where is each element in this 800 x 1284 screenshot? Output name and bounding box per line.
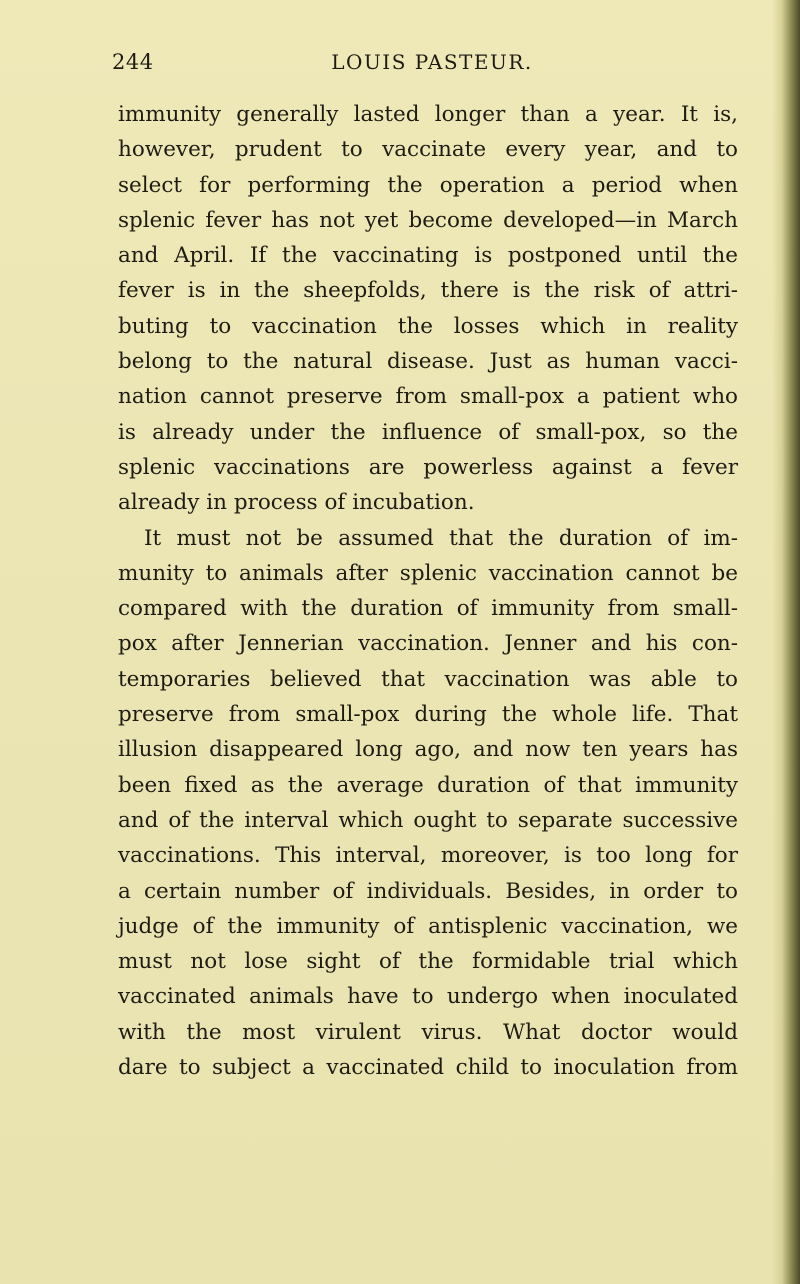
text-line: select for performing the operation a period when <box>118 172 738 198</box>
text-line: however, prudent to vaccinate every year, and to <box>118 137 738 163</box>
text-line: with the most virulent virus. What doctor would <box>118 1019 738 1045</box>
text-line: compared with the duration of immunity from small- <box>118 596 738 622</box>
text-line: is already under the influence of small-pox, so the <box>118 419 738 445</box>
text-line: and April. If the vaccinating is postponed until the <box>118 243 738 269</box>
text-line: illusion disappeared long ago, and now ten years has <box>118 737 738 763</box>
text-line: It must not be assumed that the duration of im- <box>144 525 738 551</box>
text-line: vaccinated animals have to undergo when inoculated <box>118 984 738 1010</box>
text-line: belong to the natural disease. Just as human vacci- <box>118 349 738 375</box>
page-number: 244 <box>112 50 154 74</box>
text-line: nation cannot preserve from small-pox a patient who <box>118 384 738 410</box>
text-line: munity to animals after splenic vaccination cannot be <box>118 560 738 586</box>
text-line: judge of the immunity of antisplenic vaccination, we <box>118 913 738 939</box>
text-line: splenic fever has not yet become developed—in March <box>118 207 738 233</box>
text-line: fever is in the sheepfolds, there is the risk of attri- <box>118 278 738 304</box>
text-line: must not lose sight of the formidable trial which <box>118 949 738 975</box>
text-line: a certain number of individuals. Besides, in order to <box>118 878 738 904</box>
text-line: been fixed as the average duration of that immunity <box>118 772 738 798</box>
page-header <box>112 44 752 84</box>
text-line: temporaries believed that vaccination was able to <box>118 666 738 692</box>
page-edge-shadow <box>772 0 800 1284</box>
body-text <box>118 97 738 1085</box>
text-line: vaccinations. This interval, moreover, is too long for <box>118 843 738 869</box>
text-line: already in process of incubation. <box>118 490 475 516</box>
text-line: dare to subject a vaccinated child to inoculation from <box>118 1055 738 1081</box>
text-line: splenic vaccinations are powerless against a fever <box>118 454 738 480</box>
text-line: and of the interval which ought to separate successive <box>118 807 738 833</box>
text-line: preserve from small-pox during the whole life. That <box>118 702 738 728</box>
running-head: LOUIS PASTEUR. <box>331 50 533 74</box>
text-line: buting to vaccination the losses which in reality <box>118 313 738 339</box>
text-line: pox after Jennerian vaccination. Jenner and his con- <box>118 631 738 657</box>
text-line: immunity generally lasted longer than a year. It is, <box>118 102 738 127</box>
